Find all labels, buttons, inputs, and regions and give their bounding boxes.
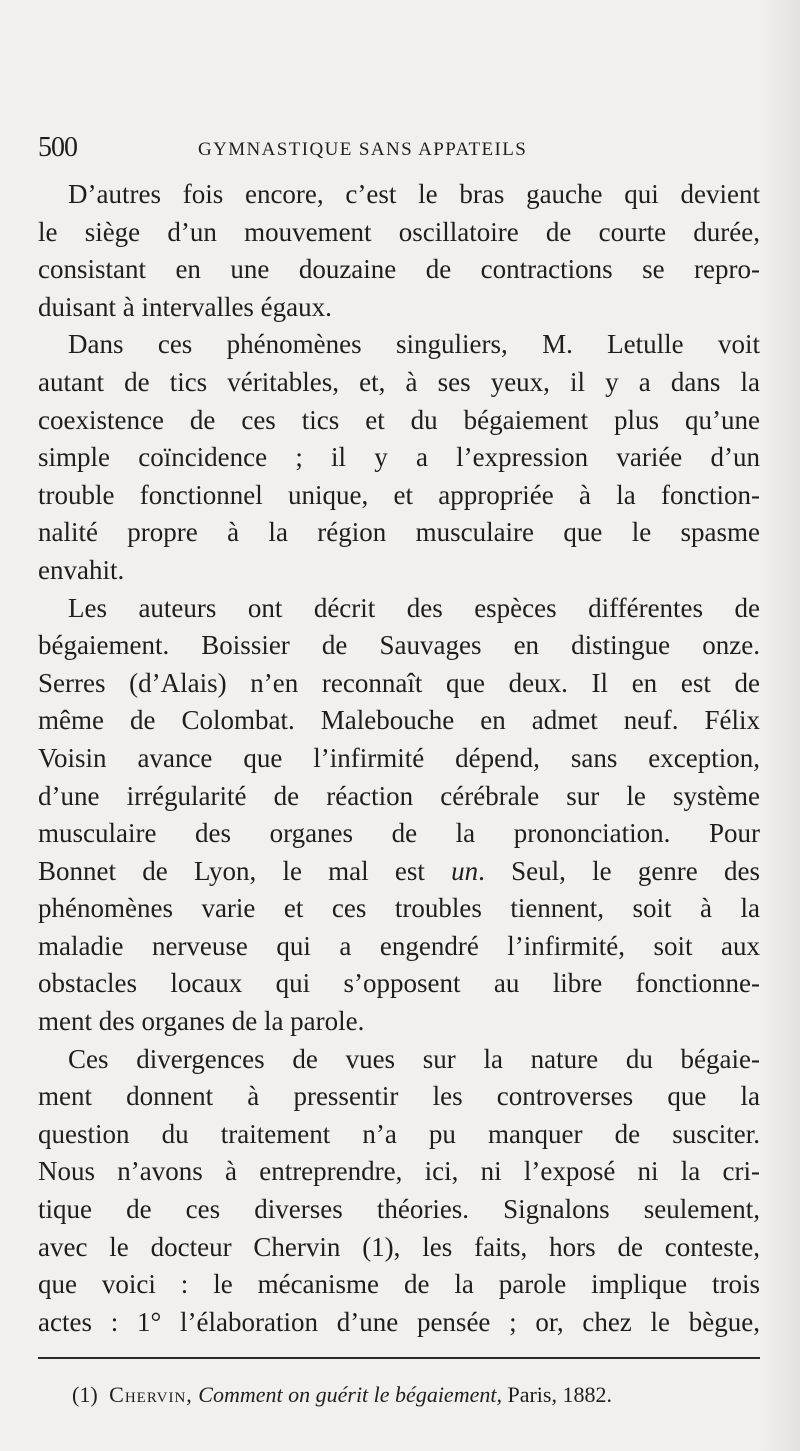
text-line: ment des organes de la parole.	[38, 1006, 365, 1037]
text-line: trouble fonctionnel unique, et appropriée à la fonction-	[38, 479, 760, 510]
text-line: avec le docteur Chervin (1), les faits, hors de conteste,	[38, 1231, 760, 1262]
text-segment: Bonnet de Lyon, le mal est	[38, 855, 452, 886]
footnote	[72, 1380, 762, 1410]
text-line: Serres (d’Alais) n’en reconnaît que deux. Il en est de	[38, 667, 760, 698]
text-line: autant de tics véritables, et, à ses yeux, il y a dans la	[38, 366, 760, 397]
footnote-mark: (1)	[72, 1382, 98, 1407]
text-line: duisant à intervalles égaux.	[38, 291, 332, 322]
emphasis-un: un	[451, 855, 479, 886]
footnote-place-date: Paris, 1882.	[507, 1382, 612, 1407]
text-line	[38, 853, 760, 891]
text-line: que voici : le mécanisme de la parole implique trois	[38, 1269, 760, 1300]
text-segment: . Seul, le genre des	[478, 855, 761, 886]
text-line: Les auteurs ont décrit des espèces différentes de	[68, 592, 760, 623]
text-line: musculaire des organes de la prononciation. Pour	[38, 818, 760, 849]
text-line: envahit.	[38, 554, 125, 585]
footnote-title: Comment on guérit le bégaiement,	[198, 1382, 502, 1407]
text-line: consistant en une douzaine de contractions se repro-	[38, 254, 760, 285]
running-head	[38, 128, 760, 168]
text-line: Voisin avance que l’infirmité dépend, sans exception,	[38, 742, 760, 773]
text-line: actes : 1° l’élaboration d’une pensée ; or, chez le bègue,	[38, 1306, 760, 1337]
text-line: Ces divergences de vues sur la nature du bégaie-	[68, 1043, 760, 1074]
text-line: Dans ces phénomènes singuliers, M. Letulle voit	[68, 329, 760, 360]
text-line: phénomènes varie et ces troubles tiennent, soit à la	[38, 893, 760, 924]
footnote-author: Chervin,	[109, 1382, 193, 1407]
text-line: simple coïncidence ; il y a l’expression variée d’un	[38, 442, 760, 473]
text-line: le siège d’un mouvement oscillatoire de courte durée,	[38, 216, 760, 247]
page-number: 500	[38, 132, 77, 163]
text-line: même de Colombat. Malebouche en admet neuf. Félix	[38, 705, 760, 736]
text-line: obstacles locaux qui s’opposent au libre fonctionne-	[38, 968, 760, 999]
footnote-rule	[38, 1357, 760, 1359]
text-line: Nous n’avons à entreprendre, ici, ni l’exposé ni la cri-	[38, 1156, 760, 1187]
text-line: tique de ces diverses théories. Signalons seulement,	[38, 1194, 760, 1225]
text-line: bégaiement. Boissier de Sauvages en distingue onze.	[38, 630, 760, 661]
text-line: maladie nerveuse qui a engendré l’infirmité, soit aux	[38, 930, 760, 961]
text-line: ment donnent à pressentir les controverses que la	[38, 1081, 760, 1112]
text-line: nalité propre à la région musculaire que le spasme	[38, 517, 760, 548]
page-edge-shadow	[760, 0, 800, 1451]
text-line: D’autres fois encore, c’est le bras gauche qui devient	[68, 179, 760, 209]
body-text	[38, 176, 760, 1341]
text-line: coexistence de ces tics et du bégaiement plus qu’une	[38, 404, 760, 435]
text-line: d’une irrégularité de réaction cérébrale sur le système	[38, 780, 760, 811]
running-title: GYMNASTIQUE SANS APPATEILS	[198, 139, 528, 160]
text-line: question du traitement n’a pu manquer de susciter.	[38, 1118, 760, 1149]
